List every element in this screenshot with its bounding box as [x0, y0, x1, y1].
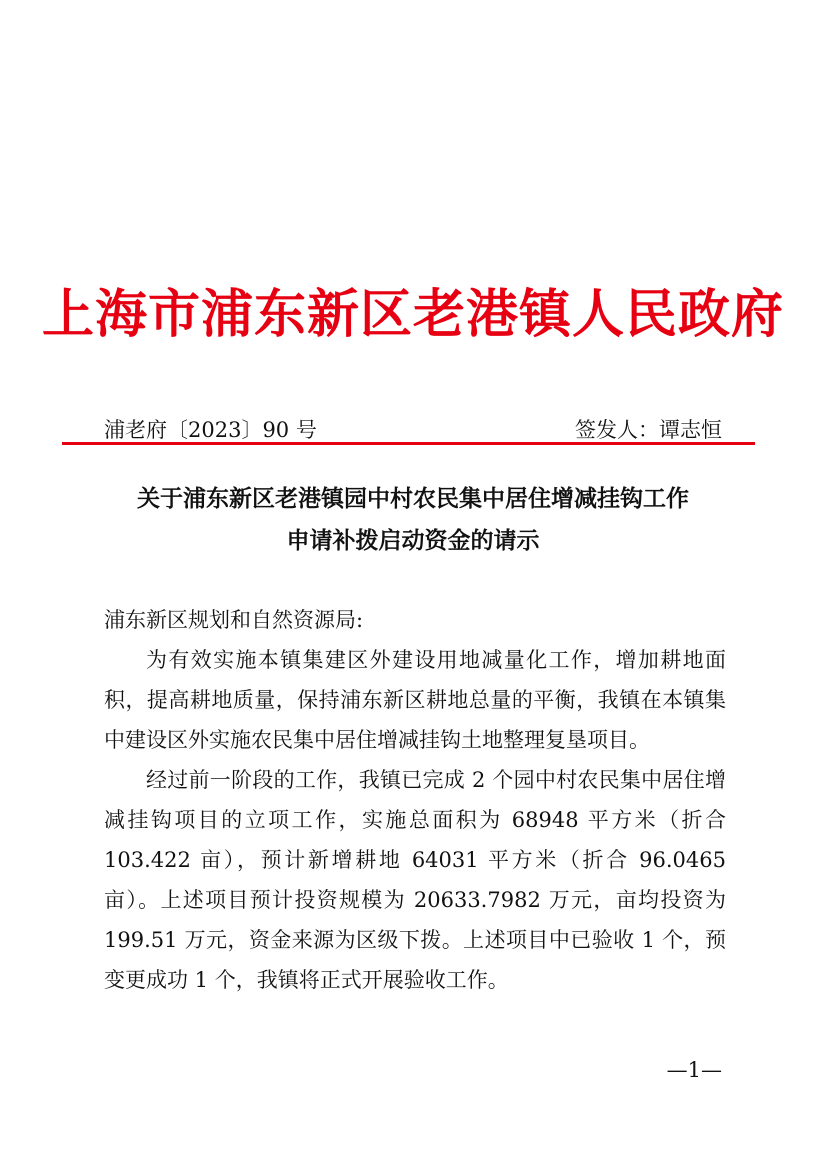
title-line-1: 关于浦东新区老港镇园中村农民集中居住增减挂钩工作 — [137, 485, 689, 512]
document-number: 浦老府〔2023〕90 号 — [104, 418, 317, 442]
red-divider-line — [62, 442, 755, 445]
document-info-row — [104, 414, 722, 444]
body-paragraph: 为有效实施本镇集建区外建设用地减量化工作，增加耕地面积，提高耕地质量，保持浦东新区耕地总量的平衡，我镇在本镇集中建设区外实施农民集中居住增减挂钩土地整理复垦项目。 — [104, 648, 726, 752]
body-paragraph: 经过前一阶段的工作，我镇已完成 2 个园中村农民集中居住增减挂钩项目的立项工作，实施总面积为 68948 平方米（折合 103.422 亩），预计新增耕地 64031 平方米（折合 96.0465 亩）。上述项目预计投资规模为 20633.7982 万元，亩均投资为 199.51 万元，资金来源为区级下拨。上述项目中已验收 1 个，预变更成功 1 个，我镇将正式开展验收工作。 — [104, 768, 726, 992]
page-number: —1— — [666, 1058, 722, 1082]
title-line-2: 申请补拨启动资金的请示 — [286, 527, 540, 554]
addressee: 浦东新区规划和自然资源局: — [104, 608, 364, 632]
document-title — [0, 478, 826, 562]
organization-masthead: 上海市浦东新区老港镇人民政府 — [41, 284, 784, 345]
signer: 签发人：谭志恒 — [575, 418, 722, 442]
document-body — [104, 600, 726, 1000]
